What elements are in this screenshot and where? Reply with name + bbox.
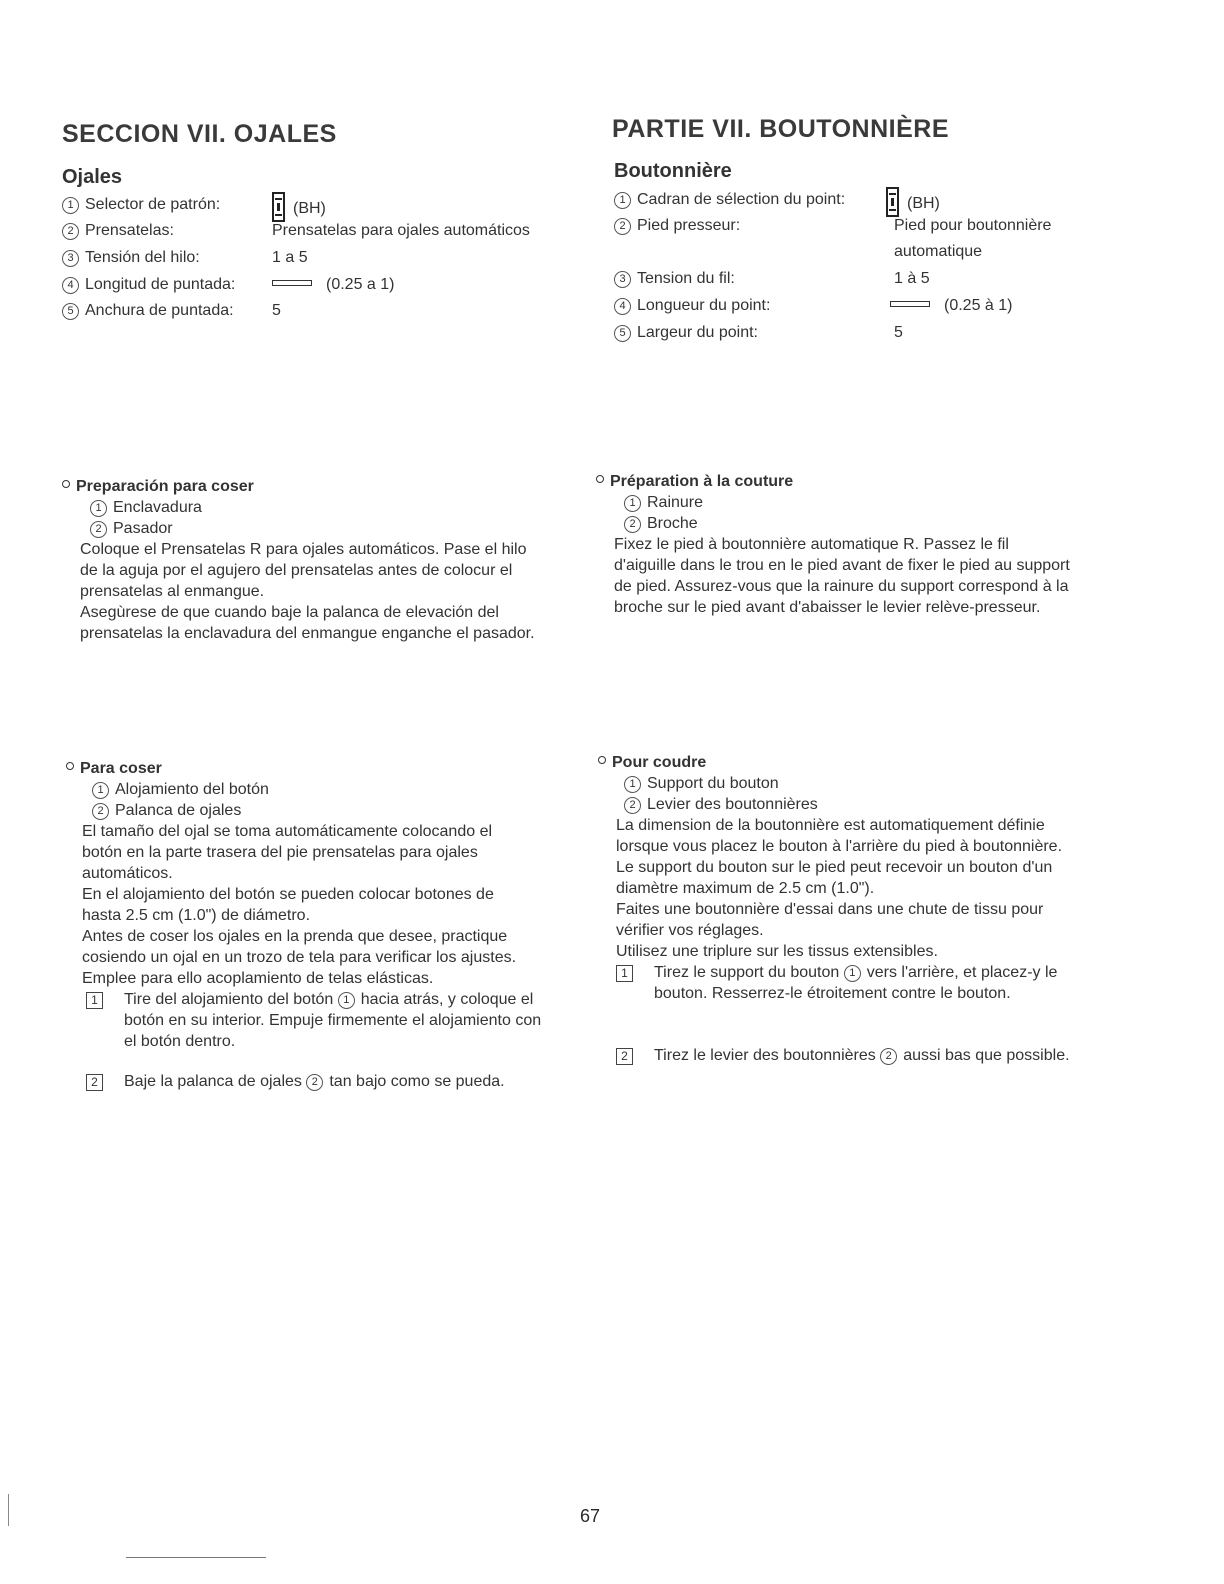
buttonhole-pattern-icon [272, 192, 285, 222]
spec-value: 5 [272, 302, 281, 319]
list-item: 1 Enclavadura [62, 497, 592, 518]
buttonhole-pattern-icon [886, 187, 899, 217]
fr-preparation-block [596, 471, 1156, 618]
paragraph-line: Emplee para ello acoplamiento de telas elásticas. [82, 970, 434, 987]
circled-number: 2 [92, 803, 109, 820]
fr-spec-row [614, 217, 1174, 267]
spec-label: Longitud de puntada: [85, 276, 236, 293]
es-spec-row [62, 196, 582, 220]
bullet-icon [66, 762, 74, 770]
paragraph-line: broche sur le pied avant d'abaisser le levier relève-presseur. [614, 599, 1041, 616]
fr-spec-row [614, 191, 1174, 215]
spec-label: Tensión del hilo: [85, 249, 200, 266]
es-sewing-block [66, 758, 596, 1092]
circled-number: 1 [624, 776, 641, 793]
bullet-icon [62, 480, 70, 488]
spec-value: Prensatelas para ojales automáticos [272, 222, 530, 239]
fr-spec-row [614, 270, 1174, 294]
circled-number: 2 [880, 1048, 897, 1065]
paragraph-line: d'aiguille dans le trou en le pied avant de fixer le pied au support [614, 557, 1070, 574]
paragraph-line: Utilisez une triplure sur les tissus extensibles. [616, 943, 938, 960]
circled-number: 1 [624, 495, 641, 512]
circled-number: 1 [92, 782, 109, 799]
spec-value: (BH) [293, 200, 326, 217]
paragraph-line: Antes de coser los ojales en la prenda que desee, practique [82, 928, 508, 945]
paragraph-line: botón en la parte trasera del pie prensatelas para ojales [82, 844, 478, 861]
list-item: 2 Pasador [62, 518, 592, 539]
spec-value: 1 a 5 [272, 249, 308, 266]
spec-label: Selector de patrón: [85, 196, 221, 213]
paragraph-line: cosiendo un ojal en un trozo de tela para verificar los ajustes. [82, 949, 517, 966]
paragraph-line: hasta 2.5 cm (1.0") de diámetro. [82, 907, 311, 924]
paragraph-line: el botón dentro. [124, 1033, 236, 1050]
step-1: 1 Tirez le support du bouton 1 vers l'arrière, et placez-y le bouton. Resserrez-le étroitement contre le bouton. [616, 962, 1158, 1004]
paragraph-line: botón en su interior. Empuje firmemente el alojamiento con [124, 1012, 542, 1029]
circled-number: 3 [62, 250, 79, 267]
step-2: 2 Baje la palanca de ojales 2 tan bajo como se pueda. [86, 1071, 596, 1092]
paragraph-line: En el alojamiento del botón se pueden colocar botones de [82, 886, 494, 903]
paragraph-line: La dimension de la boutonnière est automatiquement définie [616, 817, 1045, 834]
circled-number: 2 [624, 797, 641, 814]
es-preparation-block [62, 476, 592, 644]
step-2: 2 Tirez le levier des boutonnières 2 aussi bas que possible. [616, 1045, 1158, 1066]
paragraph-line: vérifier vos réglages. [616, 922, 764, 939]
spec-label: Pied presseur: [637, 217, 741, 234]
fr-spec-row [614, 297, 1174, 321]
es-spec-row [62, 302, 582, 326]
bullet-icon [596, 475, 604, 483]
circled-number: 1 [62, 197, 79, 214]
circled-number: 4 [62, 277, 79, 294]
paragraph-line: Le support du bouton sur le pied peut recevoir un bouton d'un [616, 859, 1053, 876]
spec-value-line2: automatique [894, 243, 983, 260]
circled-number: 1 [90, 500, 107, 517]
step-number: 2 [86, 1074, 103, 1091]
spec-label: Anchura de puntada: [85, 302, 234, 319]
paragraph-line: Coloque el Prensatelas R para ojales automáticos. Pase el hilo [80, 541, 527, 558]
paragraph-line: prensatelas al enmangue. [80, 583, 265, 600]
list-item: 1 Support du bouton [598, 773, 1158, 794]
fr-subtitle: Boutonnière [614, 160, 732, 182]
spec-label: Cadran de sélection du point: [637, 191, 846, 208]
circled-number: 1 [614, 192, 631, 209]
circled-number: 1 [338, 992, 355, 1009]
circled-number: 1 [844, 965, 861, 982]
section-heading: Préparation à la couture [610, 473, 794, 490]
step-number: 1 [86, 992, 103, 1009]
es-section-title: SECCION VII. OJALES [62, 120, 337, 148]
spec-value: 1 à 5 [894, 270, 930, 287]
section-heading: Preparación para coser [76, 478, 254, 495]
es-spec-row [62, 222, 582, 246]
list-item: 1 Alojamiento del botón [66, 779, 596, 800]
step-number: 1 [616, 965, 633, 982]
es-spec-row [62, 249, 582, 273]
fr-section-title: PARTIE VII. BOUTONNIÈRE [612, 115, 950, 143]
spec-value: (0.25 à 1) [944, 297, 1013, 314]
paragraph-line: Asegùrese de que cuando baje la palanca de elevación del [80, 604, 499, 621]
list-item: 2 Levier des boutonnières [598, 794, 1158, 815]
spec-label: Tension du fil: [637, 270, 735, 287]
spec-value: Pied pour boutonnière [894, 217, 1052, 234]
paragraph-line: El tamaño del ojal se toma automáticamente colocando el [82, 823, 493, 840]
step-1: 1 Tire del alojamiento del botón 1 hacia atrás, y coloque el botón en su interior. Empuje firmemente el alojamiento con el botón dentro. [86, 989, 596, 1052]
es-subtitle: Ojales [62, 166, 123, 188]
circled-number: 4 [614, 298, 631, 315]
paragraph-line: bouton. Resserrez-le étroitement contre le bouton. [654, 985, 1011, 1002]
section-heading: Pour coudre [612, 754, 707, 771]
circled-number: 2 [90, 521, 107, 538]
circled-number: 2 [62, 223, 79, 240]
paragraph-line: Faites une boutonnière d'essai dans une chute de tissu pour [616, 901, 1044, 918]
fr-spec-row [614, 324, 1174, 348]
paragraph-line: automáticos. [82, 865, 173, 882]
step-number: 2 [616, 1048, 633, 1065]
paragraph-line: diamètre maximum de 2.5 cm (1.0"). [616, 880, 875, 897]
list-item: 2 Broche [596, 513, 1156, 534]
bullet-icon [598, 756, 606, 764]
footer-rule [126, 1557, 266, 1558]
section-heading: Para coser [80, 760, 162, 777]
list-item: 2 Palanca de ojales [66, 800, 596, 821]
circled-number: 2 [614, 218, 631, 235]
spec-value: 5 [894, 324, 903, 341]
paragraph-line: de la aguja por el agujero del prensatelas antes de colocur el [80, 562, 513, 579]
es-spec-row [62, 276, 582, 300]
circled-number: 5 [614, 325, 631, 342]
stitch-length-icon [272, 280, 312, 286]
paragraph-line: lorsque vous placez le bouton à l'arrière du pied à boutonnière. [616, 838, 1063, 855]
scan-margin-mark [8, 1494, 9, 1526]
spec-value: (BH) [907, 195, 940, 212]
spec-label: Prensatelas: [85, 222, 174, 239]
paragraph-line: Fixez le pied à boutonnière automatique R. Passez le fil [614, 536, 1009, 553]
circled-number: 2 [306, 1074, 323, 1091]
circled-number: 5 [62, 303, 79, 320]
page-number: 67 [580, 1506, 601, 1526]
circled-number: 3 [614, 271, 631, 288]
stitch-length-icon [890, 301, 930, 307]
spec-label: Longueur du point: [637, 297, 771, 314]
spec-value: (0.25 a 1) [326, 276, 395, 293]
spec-label: Largeur du point: [637, 324, 758, 341]
list-item: 1 Rainure [596, 492, 1156, 513]
paragraph-line: de pied. Assurez-vous que la rainure du support correspond à la [614, 578, 1069, 595]
fr-sewing-block [598, 752, 1158, 1066]
paragraph-line: prensatelas la enclavadura del enmangue enganche el pasador. [80, 625, 535, 642]
circled-number: 2 [624, 516, 641, 533]
